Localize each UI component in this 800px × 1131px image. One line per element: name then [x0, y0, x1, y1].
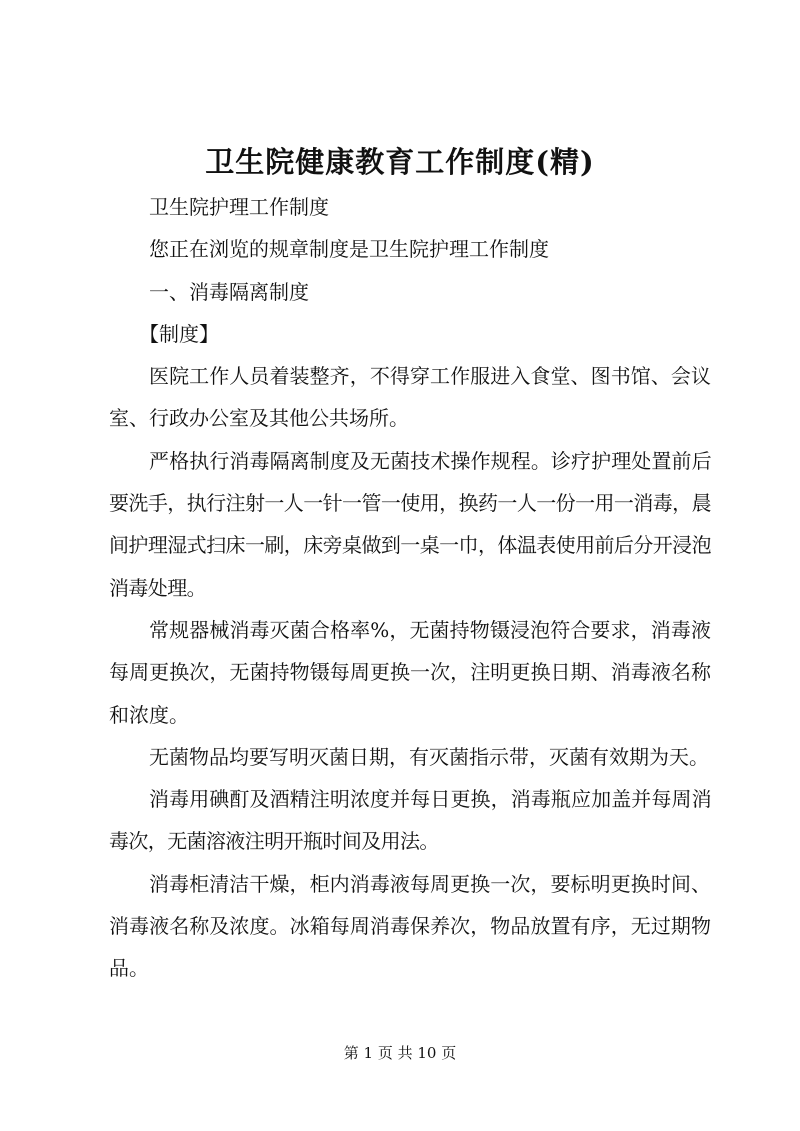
paragraph-rule-3: 常规器械消毒灭菌合格率%，无菌持物镊浸泡符合要求，消毒液每周更换次，无菌持物镊每周更换一次，注明更换日期、消毒液名称和浓度。	[109, 617, 711, 727]
document-body	[109, 186, 711, 990]
paragraph-rule-4: 无菌物品均要写明灭菌日期，有灭菌指示带，灭菌有效期为天。	[149, 744, 709, 769]
paragraph-rule-label: 【制度】	[139, 321, 219, 346]
paragraph-rule-2: 严格执行消毒隔离制度及无菌技术操作规程。诊疗护理处置前后要洗手，执行注射一人一针一管一使用，换药一人一份一用一消毒，晨间护理湿式扫床一刷，床旁桌做到一桌一巾，体温表使用前后分开浸泡消毒处理。	[109, 448, 711, 600]
paragraph-intro: 您正在浏览的规章制度是卫生院护理工作制度	[149, 237, 549, 262]
paragraph-section-heading: 一、消毒隔离制度	[149, 279, 309, 304]
document-title: 卫生院健康教育工作制度(精)	[205, 145, 595, 179]
page-number-footer: 第 1 页 共 10 页	[343, 1044, 457, 1062]
paragraph-rule-6: 消毒柜清洁干燥，柜内消毒液每周更换一次，要标明更换时间、消毒液名称及浓度。冰箱每周消毒保养次，物品放置有序，无过期物品。	[109, 871, 711, 981]
paragraph-rule-5: 消毒用碘酊及酒精注明浓度并每日更换，消毒瓶应加盖并每周消毒次，无菌溶液注明开瓶时间及用法。	[109, 787, 711, 854]
paragraph-rule-1: 医院工作人员着装整齐，不得穿工作服进入食堂、图书馆、会议室、行政办公室及其他公共场所。	[109, 364, 711, 431]
paragraph-subtitle: 卫生院护理工作制度	[149, 195, 329, 219]
